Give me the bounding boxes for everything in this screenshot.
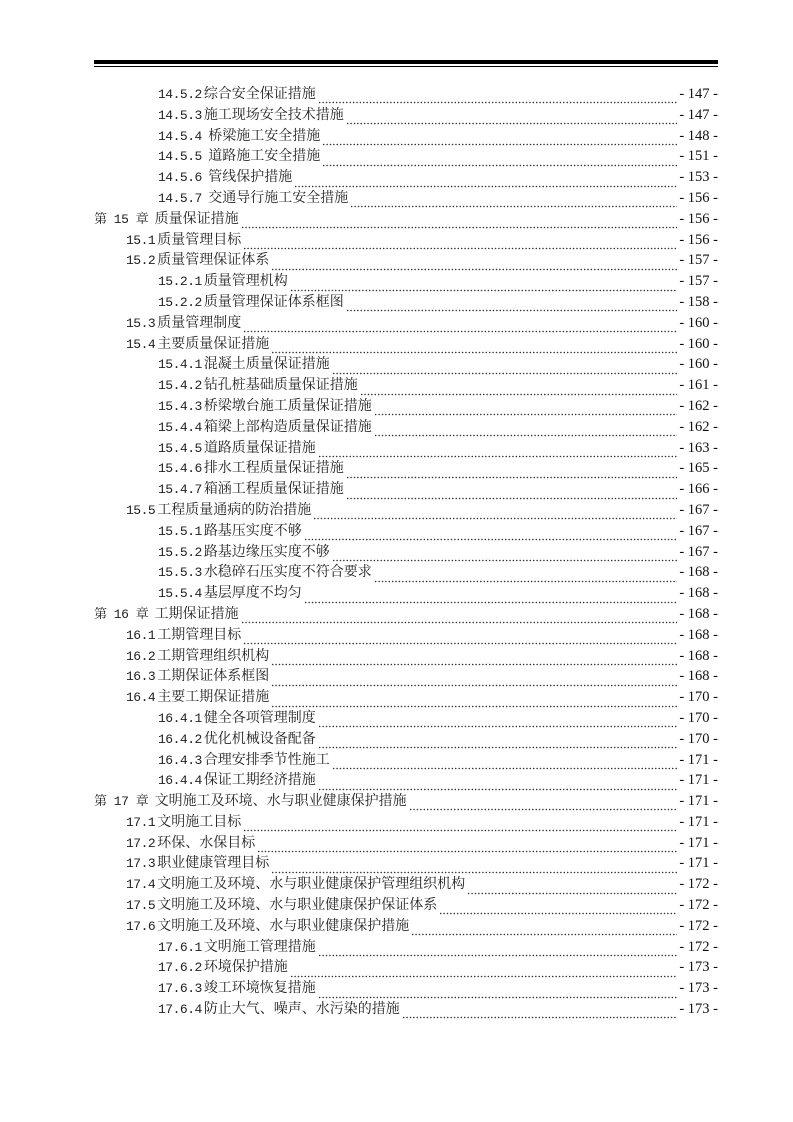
toc-entry-title xyxy=(126,500,311,522)
toc-entry-title xyxy=(126,916,409,938)
table-of-contents xyxy=(94,84,718,1020)
dot-leader xyxy=(346,465,678,479)
dot-leader xyxy=(271,652,677,666)
toc-entry-number: 15.4.6 xyxy=(158,461,202,477)
toc-entry-number: 15.5.1 xyxy=(158,523,202,539)
toc-entry-number: 15.5.2 xyxy=(158,544,202,560)
toc-entry-title xyxy=(158,542,330,564)
dot-leader xyxy=(411,922,677,936)
toc-entry-page: - 160 - xyxy=(679,314,718,331)
toc-entry-level-3[interactable] xyxy=(94,521,718,542)
toc-entry-text: 防止大气、噪声、水污染的措施 xyxy=(203,1001,400,1018)
dot-leader xyxy=(271,673,677,687)
toc-entry-title xyxy=(158,458,344,480)
dot-leader xyxy=(318,985,678,999)
toc-entry-text: 竣工环境恢复措施 xyxy=(203,980,316,997)
dot-leader xyxy=(467,881,677,895)
toc-entry-text: 质量管理保证体系 xyxy=(157,252,270,269)
toc-entry-level-3[interactable] xyxy=(94,146,718,167)
toc-entry-text: 排水工程质量保证措施 xyxy=(203,460,344,477)
toc-entry-title xyxy=(126,230,241,252)
toc-entry-title xyxy=(158,84,316,106)
toc-entry-text: 路基压实度不够 xyxy=(203,522,302,539)
dot-leader xyxy=(374,402,678,416)
toc-entry-title xyxy=(126,687,269,709)
dot-leader xyxy=(241,215,678,229)
toc-entry-number: 第 16 章 xyxy=(94,606,149,622)
toc-entry-page: - 160 - xyxy=(679,356,718,373)
toc-entry-text: 管线保护措施 xyxy=(203,169,293,186)
toc-entry-level-2[interactable] xyxy=(94,853,718,874)
toc-entry-title xyxy=(158,978,316,1000)
toc-entry-level-3[interactable] xyxy=(94,729,718,750)
toc-entry-title xyxy=(126,334,269,356)
toc-entry-page: - 173 - xyxy=(679,959,718,976)
toc-entry-level-3[interactable] xyxy=(94,562,718,583)
toc-entry-page: - 166 - xyxy=(679,481,718,498)
toc-entry-number: 17.4 xyxy=(126,877,156,893)
toc-entry-text: 职业健康管理目标 xyxy=(157,855,270,872)
toc-entry-title xyxy=(126,313,241,335)
toc-entry-level-2[interactable] xyxy=(94,646,718,667)
toc-entry-number: 16.1 xyxy=(126,627,156,643)
toc-entry-text: 交通导行施工安全措施 xyxy=(203,189,349,206)
toc-entry-level-3[interactable] xyxy=(94,708,718,729)
toc-entry-level-1[interactable] xyxy=(94,604,718,625)
toc-entry-number: 15.2.1 xyxy=(158,274,202,290)
toc-entry-number: 15.4.2 xyxy=(158,378,202,394)
toc-entry-page: - 148 - xyxy=(679,127,718,144)
toc-entry-page: - 172 - xyxy=(679,897,718,914)
toc-entry-level-3[interactable] xyxy=(94,583,718,604)
dot-leader xyxy=(439,901,677,915)
toc-entry-text: 文明施工及环境、水与职业健康保护措施 xyxy=(157,917,410,934)
toc-entry-title xyxy=(158,937,316,959)
toc-entry-level-3[interactable] xyxy=(94,396,718,417)
toc-entry-text: 质量管理目标 xyxy=(157,231,242,248)
toc-entry-number: 15.4.7 xyxy=(158,482,202,498)
dot-leader xyxy=(318,735,678,749)
toc-entry-title xyxy=(158,354,330,376)
toc-entry-level-3[interactable] xyxy=(94,770,718,791)
toc-entry-text: 桥梁墩台施工质量保证措施 xyxy=(203,397,372,414)
toc-entry-title xyxy=(126,874,465,896)
toc-entry-number: 17.3 xyxy=(126,856,156,872)
dot-leader xyxy=(290,278,678,292)
toc-entry-page: - 147 - xyxy=(679,106,718,123)
dot-leader xyxy=(322,132,677,146)
toc-entry-text: 箱涵工程质量保证措施 xyxy=(203,481,344,498)
toc-entry-page: - 156 - xyxy=(679,210,718,227)
toc-entry-level-3[interactable] xyxy=(94,479,718,500)
toc-entry-text: 文明施工及环境、水与职业健康保护保证体系 xyxy=(157,897,438,914)
toc-entry-text: 工期管理组织机构 xyxy=(157,647,270,664)
toc-entry-page: - 171 - xyxy=(679,772,718,789)
toc-entry-title xyxy=(158,708,316,730)
toc-entry-title xyxy=(158,375,358,397)
toc-entry-level-2[interactable] xyxy=(94,250,718,271)
toc-entry-number: 17.6.4 xyxy=(158,1002,202,1018)
toc-entry-text: 环境保护措施 xyxy=(203,959,288,976)
toc-entry-page: - 173 - xyxy=(679,1001,718,1018)
toc-entry-title xyxy=(158,479,344,501)
toc-entry-title xyxy=(94,791,407,813)
toc-entry-page: - 167 - xyxy=(679,543,718,560)
dot-leader xyxy=(243,631,677,645)
toc-entry-level-3[interactable] xyxy=(94,458,718,479)
toc-entry-page: - 157 - xyxy=(679,252,718,269)
toc-entry-number: 16.4.1 xyxy=(158,710,202,726)
toc-entry-page: - 156 - xyxy=(679,231,718,248)
toc-entry-page: - 151 - xyxy=(679,148,718,165)
toc-entry-page: - 171 - xyxy=(679,751,718,768)
dot-leader xyxy=(271,340,677,354)
toc-entry-page: - 173 - xyxy=(679,980,718,997)
dot-leader xyxy=(332,548,678,562)
toc-entry-text: 质量管理保证体系框图 xyxy=(203,293,344,310)
dot-leader xyxy=(318,714,678,728)
toc-entry-title xyxy=(158,438,316,460)
toc-entry-page: - 157 - xyxy=(679,273,718,290)
toc-entry-text: 工程质量通病的防治措施 xyxy=(157,501,312,518)
toc-entry-title xyxy=(158,957,288,979)
toc-entry-text: 箱梁上部构造质量保证措施 xyxy=(203,418,372,435)
toc-entry-text: 环保、水保目标 xyxy=(157,834,256,851)
toc-entry-title xyxy=(158,188,348,210)
dot-leader xyxy=(304,527,678,541)
toc-entry-level-2[interactable] xyxy=(94,500,718,521)
toc-entry-page: - 168 - xyxy=(679,564,718,581)
toc-entry-number: 14.5.2 xyxy=(158,87,202,102)
dot-leader xyxy=(402,1005,678,1019)
toc-entry-text: 健全各项管理制度 xyxy=(203,709,316,726)
toc-entry-page: - 156 - xyxy=(679,189,718,206)
toc-entry-title xyxy=(158,271,288,293)
toc-entry-title xyxy=(158,146,320,168)
toc-entry-page: - 153 - xyxy=(679,169,718,186)
toc-entry-page: - 172 - xyxy=(679,938,718,955)
toc-entry-number: 16.3 xyxy=(126,669,156,685)
toc-entry-page: - 172 - xyxy=(679,917,718,934)
toc-entry-number: 16.4.2 xyxy=(158,731,202,747)
dot-leader xyxy=(374,569,678,583)
toc-entry-number: 17.2 xyxy=(126,835,156,851)
toc-entry-level-1[interactable] xyxy=(94,209,718,230)
toc-entry-page: - 165 - xyxy=(679,460,718,477)
toc-entry-text: 文明施工管理措施 xyxy=(203,938,316,955)
toc-entry-title xyxy=(126,250,269,272)
toc-entry-level-3[interactable] xyxy=(94,188,718,209)
dot-leader xyxy=(350,194,677,208)
toc-entry-level-3[interactable] xyxy=(94,105,718,126)
toc-entry-level-3[interactable] xyxy=(94,375,718,396)
toc-entry-page: - 168 - xyxy=(679,626,718,643)
toc-entry-level-2[interactable] xyxy=(94,895,718,916)
toc-entry-page: - 171 - xyxy=(679,813,718,830)
toc-entry-title xyxy=(158,583,302,605)
dot-leader xyxy=(374,423,678,437)
toc-entry-text: 施工现场安全技术措施 xyxy=(203,106,344,123)
toc-entry-level-2[interactable] xyxy=(94,874,718,895)
toc-entry-level-2[interactable] xyxy=(94,833,718,854)
dot-leader xyxy=(318,444,678,458)
toc-entry-page: - 167 - xyxy=(679,501,718,518)
toc-entry-page: - 163 - xyxy=(679,439,718,456)
dot-leader xyxy=(332,756,678,770)
toc-entry-number: 15.4 xyxy=(126,336,156,352)
dot-leader xyxy=(294,174,677,188)
dot-leader xyxy=(346,486,678,500)
toc-entry-text: 文明施工及环境、水与职业健康保护措施 xyxy=(150,793,407,810)
toc-entry-page: - 168 - xyxy=(679,585,718,602)
toc-entry-number: 17.6.3 xyxy=(158,981,202,997)
dot-leader xyxy=(243,319,677,333)
toc-entry-text: 路基边缘压实度不够 xyxy=(203,543,330,560)
dot-leader xyxy=(409,797,678,811)
toc-entry-title xyxy=(126,853,269,875)
toc-entry-level-1[interactable] xyxy=(94,791,718,812)
toc-entry-text: 工期保证体系框图 xyxy=(157,668,270,685)
toc-entry-page: - 168 - xyxy=(679,668,718,685)
dot-leader xyxy=(257,839,677,853)
toc-entry-title xyxy=(158,770,316,792)
toc-entry-level-3[interactable] xyxy=(94,750,718,771)
toc-entry-page: - 171 - xyxy=(679,855,718,872)
dot-leader xyxy=(360,382,678,396)
toc-entry-number: 15.2.2 xyxy=(158,294,202,310)
toc-entry-number: 17.5 xyxy=(126,898,156,914)
toc-entry-title xyxy=(126,625,241,647)
dot-leader xyxy=(346,111,678,125)
dot-leader xyxy=(346,298,678,312)
toc-entry-title xyxy=(158,562,372,584)
toc-entry-title xyxy=(126,833,255,855)
toc-entry-level-2[interactable] xyxy=(94,666,718,687)
toc-entry-number: 16.4 xyxy=(126,690,156,706)
toc-entry-text: 保证工期经济措施 xyxy=(203,772,316,789)
toc-entry-level-3[interactable] xyxy=(94,999,718,1020)
toc-entry-level-2[interactable] xyxy=(94,687,718,708)
toc-entry-title xyxy=(126,666,269,688)
toc-entry-level-3[interactable] xyxy=(94,957,718,978)
toc-entry-level-2[interactable] xyxy=(94,313,718,334)
toc-entry-level-3[interactable] xyxy=(94,354,718,375)
toc-entry-text: 基层厚度不均匀 xyxy=(203,585,302,602)
toc-entry-number: 16.4.4 xyxy=(158,773,202,789)
toc-entry-text: 质量管理机构 xyxy=(203,273,288,290)
toc-entry-title xyxy=(126,812,241,834)
toc-entry-page: - 161 - xyxy=(679,377,718,394)
toc-entry-number: 15.1 xyxy=(126,232,156,248)
toc-entry-number: 第 15 章 xyxy=(94,211,149,227)
toc-entry-number: 17.6.1 xyxy=(158,939,202,955)
dot-leader xyxy=(243,236,677,250)
toc-entry-number: 17.6.2 xyxy=(158,960,202,976)
toc-entry-text: 文明施工目标 xyxy=(157,813,242,830)
toc-entry-number: 15.2 xyxy=(126,253,156,269)
toc-entry-page: - 162 - xyxy=(679,418,718,435)
toc-entry-number: 15.5.3 xyxy=(158,565,202,581)
toc-entry-level-2[interactable] xyxy=(94,334,718,355)
toc-entry-text: 优化机械设备配备 xyxy=(203,730,316,747)
dot-leader xyxy=(332,361,678,375)
toc-entry-title xyxy=(94,604,239,626)
toc-entry-number: 15.4.3 xyxy=(158,398,202,414)
toc-entry-number: 14.5.7 xyxy=(158,190,202,206)
toc-entry-number: 15.3 xyxy=(126,315,156,331)
toc-entry-title xyxy=(158,292,344,314)
header-rule-thick xyxy=(94,60,718,64)
toc-entry-page: - 171 - xyxy=(679,793,718,810)
toc-entry-page: - 168 - xyxy=(679,647,718,664)
toc-entry-page: - 170 - xyxy=(679,730,718,747)
dot-leader xyxy=(313,506,677,520)
toc-entry-number: 16.2 xyxy=(126,648,156,664)
toc-entry-text: 桥梁施工安全措施 xyxy=(203,127,321,144)
toc-entry-text: 综合安全保证措施 xyxy=(203,86,316,102)
toc-entry-number: 15.4.4 xyxy=(158,419,202,435)
toc-entry-text: 主要工期保证措施 xyxy=(157,689,270,706)
toc-entry-level-3[interactable] xyxy=(94,84,718,105)
dot-leader xyxy=(290,964,678,978)
header-rule-thin xyxy=(94,66,718,67)
toc-entry-text: 文明施工及环境、水与职业健康保护管理组织机构 xyxy=(157,876,466,893)
toc-entry-title xyxy=(158,729,316,751)
toc-entry-number: 15.4.1 xyxy=(158,357,202,373)
toc-entry-page: - 170 - xyxy=(679,689,718,706)
toc-entry-text: 工期管理目标 xyxy=(157,626,242,643)
toc-entry-number: 17.6 xyxy=(126,918,156,934)
toc-entry-title xyxy=(158,105,344,127)
toc-entry-page: - 171 - xyxy=(679,834,718,851)
toc-entry-number: 15.5 xyxy=(126,502,156,518)
toc-entry-title xyxy=(126,895,437,917)
toc-entry-level-2[interactable] xyxy=(94,230,718,251)
toc-entry-title xyxy=(94,209,239,231)
toc-entry-title xyxy=(158,126,320,148)
toc-entry-title xyxy=(158,999,400,1021)
toc-entry-text: 质量管理制度 xyxy=(157,314,242,331)
toc-entry-text: 道路施工安全措施 xyxy=(203,148,321,165)
toc-entry-text: 主要质量保证措施 xyxy=(157,335,270,352)
toc-entry-level-3[interactable] xyxy=(94,417,718,438)
toc-entry-page: - 147 - xyxy=(679,86,718,102)
toc-entry-text: 道路质量保证措施 xyxy=(203,439,316,456)
toc-entry-text: 质量保证措施 xyxy=(150,210,239,227)
toc-entry-number: 14.5.3 xyxy=(158,107,202,123)
toc-entry-level-2[interactable] xyxy=(94,916,718,937)
dot-leader xyxy=(304,590,678,604)
dot-leader xyxy=(322,153,677,167)
toc-entry-text: 钻孔桩基础质量保证措施 xyxy=(203,377,358,394)
toc-entry-number: 第 17 章 xyxy=(94,794,149,810)
toc-entry-text: 混凝土质量保证措施 xyxy=(203,356,330,373)
toc-entry-page: - 170 - xyxy=(679,709,718,726)
dot-leader xyxy=(271,860,677,874)
toc-entry-text: 水稳碎石压实度不符合要求 xyxy=(203,564,372,581)
toc-entry-level-3[interactable] xyxy=(94,271,718,292)
toc-entry-page: - 160 - xyxy=(679,335,718,352)
toc-entry-title xyxy=(158,167,292,189)
toc-entry-title xyxy=(158,417,372,439)
toc-entry-level-3[interactable] xyxy=(94,292,718,313)
toc-entry-page: - 168 - xyxy=(679,605,718,622)
dot-leader xyxy=(241,610,678,624)
toc-entry-level-3[interactable] xyxy=(94,167,718,188)
toc-entry-title xyxy=(158,521,302,543)
toc-entry-page: - 162 - xyxy=(679,397,718,414)
toc-entry-level-3[interactable] xyxy=(94,126,718,147)
toc-entry-level-3[interactable] xyxy=(94,438,718,459)
toc-entry-number: 17.1 xyxy=(126,814,156,830)
toc-entry-page: - 167 - xyxy=(679,522,718,539)
toc-entry-number: 15.5.4 xyxy=(158,586,202,602)
toc-entry-title xyxy=(158,750,330,772)
toc-entry-title xyxy=(158,396,372,418)
dot-leader xyxy=(271,257,677,271)
toc-entry-title xyxy=(126,646,269,668)
toc-entry-text: 合理安排季节性施工 xyxy=(203,751,330,768)
toc-entry-level-2[interactable] xyxy=(94,625,718,646)
toc-entry-level-2[interactable] xyxy=(94,812,718,833)
toc-entry-number: 16.4.3 xyxy=(158,752,202,768)
toc-entry-number: 14.5.4 xyxy=(158,128,202,144)
toc-entry-number: 14.5.5 xyxy=(158,149,202,165)
dot-leader xyxy=(318,777,678,791)
toc-entry-number: 15.4.5 xyxy=(158,440,202,456)
dot-leader xyxy=(318,943,678,957)
dot-leader xyxy=(271,694,677,708)
toc-entry-text: 工期保证措施 xyxy=(150,605,239,622)
toc-entry-number: 14.5.6 xyxy=(158,170,202,186)
toc-entry-level-3[interactable] xyxy=(94,937,718,958)
toc-entry-level-3[interactable] xyxy=(94,542,718,563)
toc-entry-page: - 158 - xyxy=(679,293,718,310)
toc-entry-level-3[interactable] xyxy=(94,978,718,999)
dot-leader xyxy=(243,818,677,832)
dot-leader xyxy=(318,90,678,104)
toc-entry-page: - 172 - xyxy=(679,876,718,893)
